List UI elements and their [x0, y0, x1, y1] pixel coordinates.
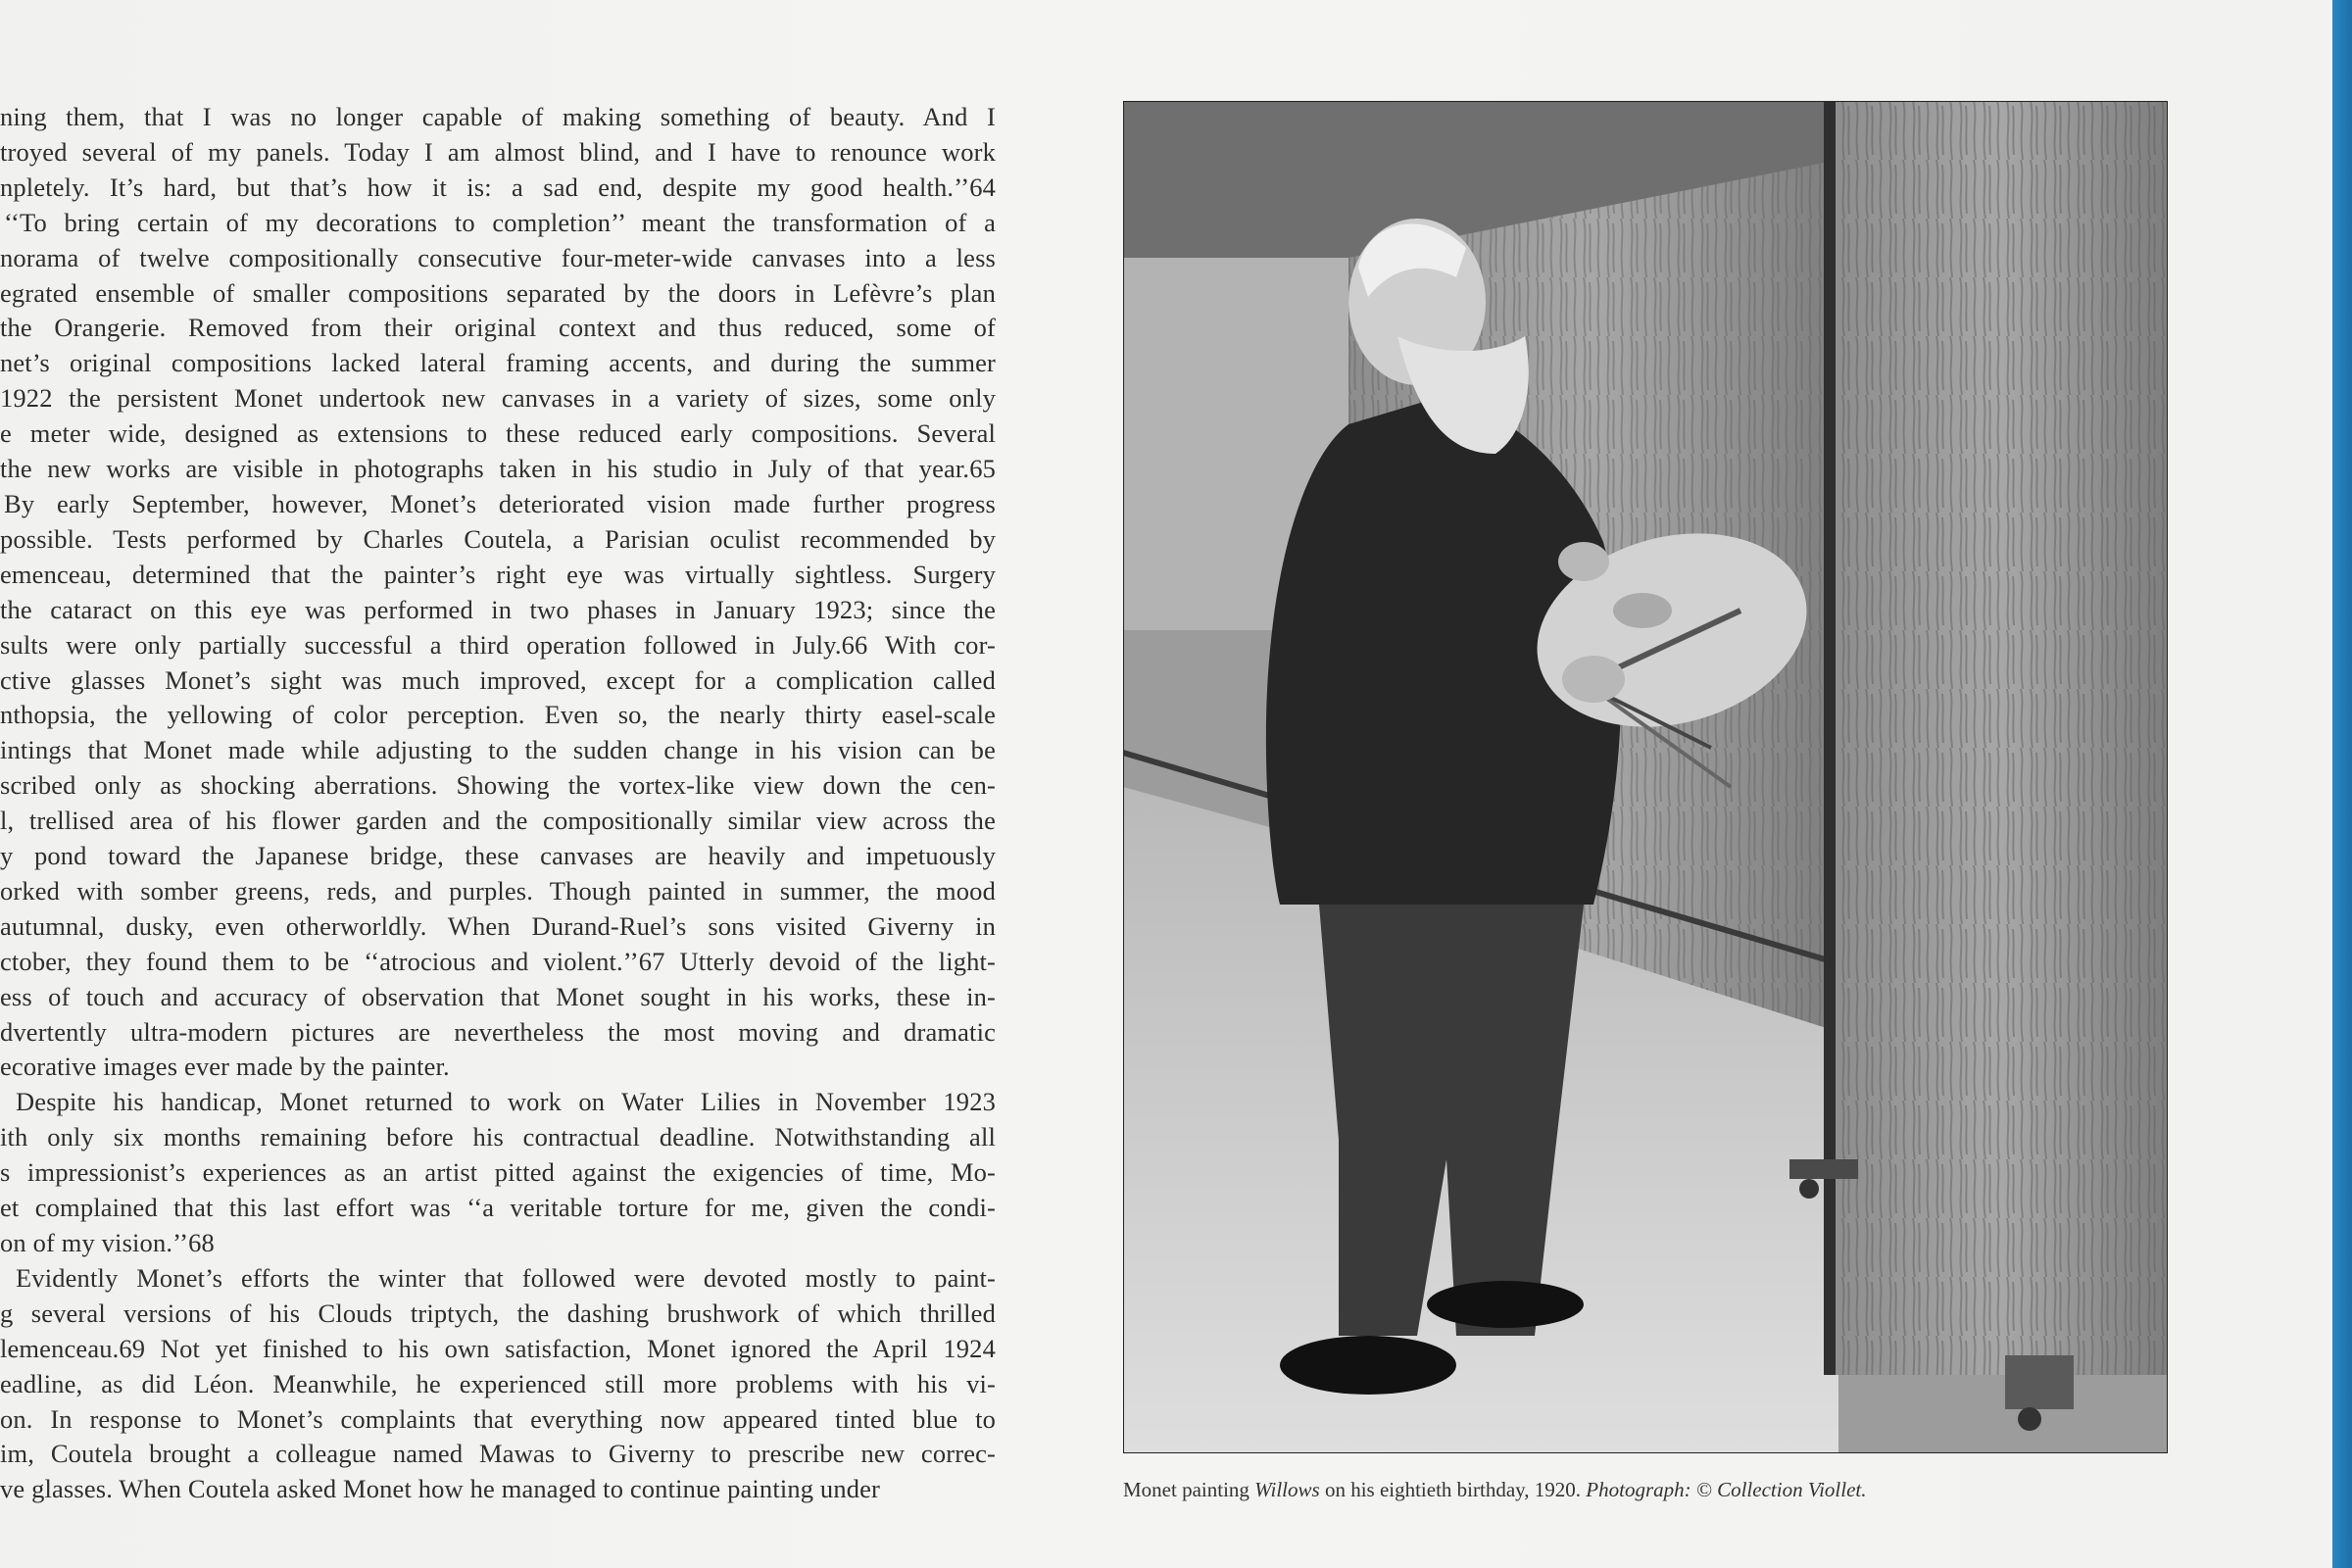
caption-prefix: Monet painting: [1123, 1478, 1255, 1501]
text-line: ctive glasses Monet’s sight was much improved, except for a complication called: [0, 664, 996, 695]
text-line: nthopsia, the yellowing of color perception. Even so, the nearly thirty easel-scale: [0, 700, 996, 730]
caption-credit: Photograph: © Collection Viollet.: [1586, 1478, 1867, 1501]
book-cover-edge: [2332, 0, 2352, 1568]
text-line: the cataract on this eye was performed in two phases in January 1923; since the: [0, 594, 996, 624]
text-line: lemenceau.69 Not yet finished to his own satisfaction, Monet ignored the April 1924: [0, 1333, 996, 1363]
text-line: ctober, they found them to be ‘‘atrocious and violent.’’67 Utterly devoid of the light-: [0, 946, 996, 976]
monet-photograph: [1123, 101, 2168, 1453]
photo-caption: [1123, 1475, 2168, 1504]
text-line: possible. Tests performed by Charles Coutela, a Parisian oculist recommended by: [0, 523, 996, 554]
text-line: scribed only as shocking aberrations. Showing the vortex-like view down the cen-: [0, 770, 996, 801]
text-line: et complained that this last effort was ‘‘a veritable torture for me, given the condi-: [0, 1193, 996, 1223]
text-line: 1922 the persistent Monet undertook new canvases in a variety of sizes, some only: [0, 383, 996, 414]
text-line: s impressionist’s experiences as an artist pitted against the exigencies of time, Mo-: [0, 1157, 996, 1188]
text-line: autumnal, dusky, even otherworldly. When Durand-Ruel’s sons visited Giverny in: [0, 910, 996, 941]
text-line: g several versions of his Clouds triptych, the dashing brushwork of which thrilled: [0, 1298, 996, 1328]
text-line: ith only six months remaining before his contractual deadline. Notwithstanding all: [0, 1122, 996, 1152]
body-text-column: [0, 100, 996, 1511]
text-line: troyed several of my panels. Today I am almost blind, and I have to renounce work: [0, 136, 996, 167]
text-line: emenceau, determined that the painter’s right eye was virtually sightless. Surgery: [0, 559, 996, 589]
text-line: the Orangerie. Removed from their original context and thus reduced, some of: [0, 313, 996, 343]
text-line: egrated ensemble of smaller compositions separated by the doors in Lefèvre’s plan: [0, 277, 996, 308]
text-line: net’s original compositions lacked lateral framing accents, and during the summer: [0, 348, 996, 378]
text-line: y pond toward the Japanese bridge, these canvases are heavily and impetuously: [0, 841, 996, 871]
text-line: l, trellised area of his flower garden and the compositionally similar view across the: [0, 806, 996, 836]
text-line: intings that Monet made while adjusting to the sudden change in his vision can be: [0, 735, 996, 765]
text-line: By early September, however, Monet’s deteriorated vision made further progress: [4, 488, 996, 518]
text-line: Despite his handicap, Monet returned to work on Water Lilies in November 1923: [16, 1087, 996, 1117]
caption-title: Willows: [1254, 1478, 1320, 1501]
text-line: ‘‘To bring certain of my decorations to completion’’ meant the transformation of a: [4, 207, 996, 237]
text-line: ess of touch and accuracy of observation that Monet sought in his works, these in-: [0, 981, 996, 1011]
caption-middle: on his eightieth birthday, 1920.: [1319, 1478, 1587, 1501]
text-line: dvertently ultra-modern pictures are nevertheless the most moving and dramatic: [0, 1016, 996, 1047]
text-line: im, Coutela brought a colleague named Mawas to Giverny to prescribe new correc-: [0, 1439, 996, 1469]
text-line: npletely. It’s hard, but that’s how it is: a sad end, despite my good health.’’64: [0, 172, 996, 202]
text-line: sults were only partially successful a third operation followed in July.66 With cor-: [0, 629, 996, 660]
text-line: ve glasses. When Coutela asked Monet how he managed to continue painting under: [0, 1474, 881, 1504]
monet-painting-image: [1123, 101, 2168, 1453]
text-line: on of my vision.’’68: [0, 1228, 215, 1257]
text-line: e meter wide, designed as extensions to these reduced early compositions. Several: [0, 418, 996, 449]
text-line: on. In response to Monet’s complaints that everything now appeared tinted blue to: [0, 1403, 996, 1434]
text-line: the new works are visible in photographs taken in his studio in July of that year.65: [0, 454, 996, 484]
text-line: ecorative images ever made by the painter.: [0, 1052, 450, 1082]
text-line: norama of twelve compositionally consecutive four-meter-wide canvases into a less: [0, 242, 996, 272]
text-line: eadline, as did Léon. Meanwhile, he experienced still more problems with his vi-: [0, 1368, 996, 1398]
text-line: orked with somber greens, reds, and purples. Though painted in summer, the mood: [0, 875, 996, 906]
text-line: ning them, that I was no longer capable of making something of beauty. And I: [0, 102, 996, 131]
text-line: Evidently Monet’s efforts the winter that followed were devoted mostly to paint-: [16, 1262, 996, 1293]
